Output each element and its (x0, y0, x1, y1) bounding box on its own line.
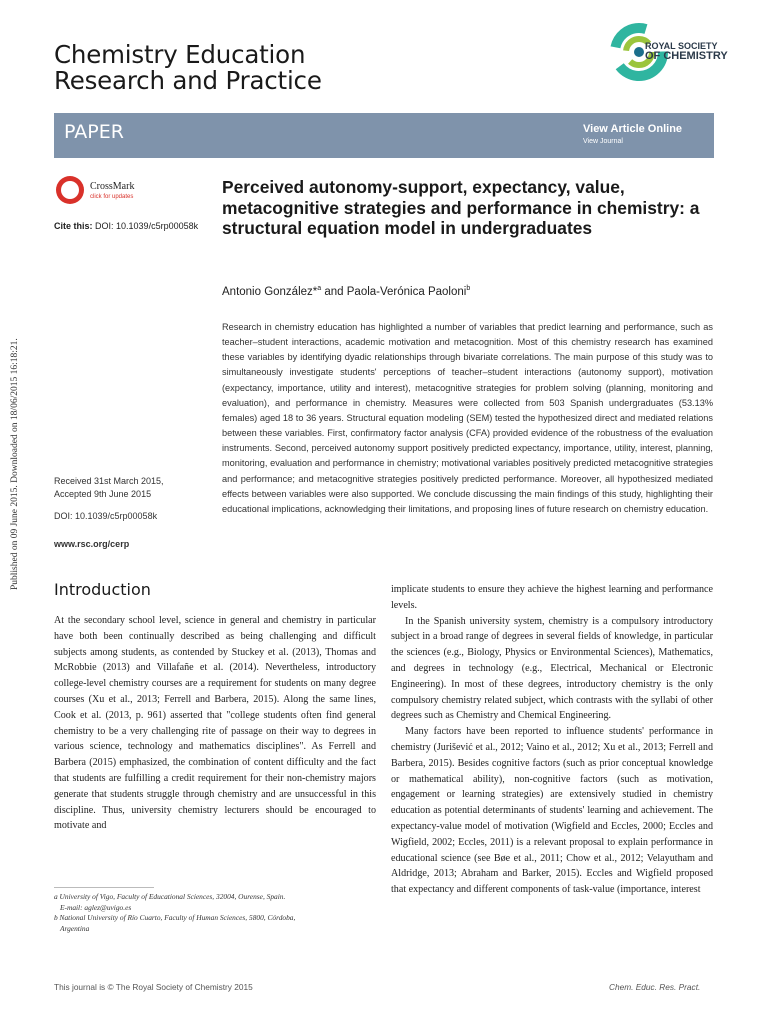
footnote-a: a University of Vigo, Faculty of Educational Sciences, 32004, Ourense, Spain. (54, 892, 286, 901)
footnote-divider (54, 887, 154, 888)
publication-note (10, 330, 22, 590)
view-article-online-link[interactable]: View Article Online (583, 123, 683, 135)
accepted-date: Accepted 9th June 2015 (54, 489, 152, 499)
introduction-heading: Introduction (54, 580, 151, 599)
journal-url-link[interactable]: www.rsc.org/cerp (54, 539, 130, 549)
crossmark-label[interactable]: CrossMark (90, 181, 135, 192)
abstract: Research in chemistry education has highlighted a number of variables that predict learning and performance, such as teacher–student interactions, academic motivation and metacognition. Most of this chemistry research has examined these variables by identifying dyadic relationships through bivariate correlations. The main purpose of this study was to simultaneously investigate students' perceptions of teacher–student interactions (autonomy support), motivation (expectancy, importance, utility and interest), metacognitive strategies for problem solving (planning, monitoring and evaluation), and performance in chemistry. Measures were collected from 503 Spanish undergraduates (53.13% females) aged 18 to 36 years. Structural equation modeling (SEM) tested the hypothesized direct and mediated relations between these variables. First, confirmatory factor analysis (CFA) provided evidence of the robustness of the evaluation instruments. Second, perceived autonomy support positively predicted expectancy, importance, utility, interest, planning, monitoring, evaluation and performance in chemistry; motivational variables positively predicted metacognitive strategies and performance; and metacognitive strategies positively predicted performance. Moreover, all hypothesized mediated effects between variables were also supported. We conclude discussing the main findings of this study, highlighting their educational implications, acknowledging their limitations, and proposing lines of future research on chemistry education. (222, 322, 713, 514)
publisher-name (645, 42, 728, 61)
body-column-left (54, 613, 376, 834)
crossmark-sub[interactable]: click for updates (90, 194, 134, 200)
author-1-affil: a (317, 285, 322, 292)
authors (222, 285, 470, 298)
body-paragraph: In the Spanish university system, chemistry is a compulsory introductory subject in a broad range of degrees in several fields of knowledge, in particular the sciences (e.g., Biology, Physics or Environmental Sciences), Mathematics, and degrees in technology (e.g., Electrical, Mechanical or Electronic Engineering). In most of these degrees, introductory chemistry is the only compulsory chemistry related subject, which contrasts with the syllabi of other degrees such as Chemistry and Chemical Engineering. (391, 615, 713, 722)
view-journal-link[interactable]: View Journal (583, 138, 623, 145)
body-paragraph: implicate students to ensure they achieve the highest learning and performance levels. (391, 584, 713, 611)
cite-this (54, 221, 198, 231)
author-and: and (321, 285, 347, 298)
journal-title-line1: Chemistry Education (54, 40, 306, 69)
article-title: Perceived autonomy-support, expectancy, value, metacognitive strategies and performance in chemistry: a structural equation model in undergraduates (222, 177, 700, 238)
publisher-line1: ROYAL SOCIETY (645, 41, 718, 51)
journal-title (54, 42, 322, 94)
article-type-label: PAPER (64, 121, 124, 143)
footer-copyright: This journal is © The Royal Society of Chemistry 2015 (54, 982, 253, 992)
body-paragraph: At the secondary school level, science in general and chemistry in particular have both been continually described as being challenging and difficult subjects among students, as contended by Stuckey et al. (2013), Thomas and McRobbie (2013) and Villafañe et al. (2014). Nevertheless, introductory college-level chemistry courses are a requirement for students on many degree courses (Xu et al., 2013; Ferrell and Barbera, 2015). Along the same lines, Cook et al. (2013, p. 961) asserted that "college students often find general chemistry to be a very challenging rite of passage on their way to degrees in various science, technology and mathematics disciplines". As Ferrell and Barbera (2015) emphasized, the combination of content difficulty and the fact that students are fulfilling a credit requirement for their non-chemistry majors generate that students struggle through chemistry and are unsuccessful in this discipline. Thus, university chemistry lecturers should be encouraged to motivate and (54, 615, 376, 832)
publication-note-text: Published on 09 June 2015. Downloaded on 18/06/2015 16:18:21. (10, 338, 20, 590)
body-column-right (391, 582, 713, 898)
article-type-banner (54, 113, 714, 158)
author-1[interactable]: Antonio González* (222, 285, 318, 298)
footnote-a-email[interactable]: E-mail: aglez@uvigo.es (60, 902, 132, 912)
journal-title-line2: Research and Practice (54, 66, 322, 95)
footnote-b-country: Argentina (60, 923, 90, 933)
affiliation-footnotes (54, 892, 376, 934)
cite-doi[interactable]: DOI: 10.1039/c5rp00058k (95, 221, 199, 231)
author-2-affil: b (466, 285, 471, 292)
side-doi[interactable]: DOI: 10.1039/c5rp00058k (54, 511, 158, 521)
body-paragraph: Many factors have been reported to influence students' performance in chemistry (Jurišević et al., 2012; Vaino et al., 2012; Xu et al., 2013; Ferrell and Barbera, 2015). Besides cognitive factors (such as prior conceptual knowledge or mathematical ability), non-cognitive factors (such as motivation, engagement or learning strategies) are extensively studied in chemistry education as potential determinants of students' learning and achievement. The expectancy-value model of motivation (Wigfield and Eccles, 2000; Eccles and Wigfield, 2002; Eccles, 2011) is a relevant proposal to explain performance in educational science (see Bøe et al., 2011; Chow et al., 2012; Velayutham and Aldridge, 2013; Abraham and Barker, 2015). Eccles and Wigfield proposed that expectancy and different components of task-value (importance, interest (391, 726, 713, 896)
footer-journal-abbrev: Chem. Educ. Res. Pract. (609, 982, 701, 992)
publisher-line2: OF CHEMISTRY (645, 49, 728, 62)
footnote-b: b National University of Río Cuarto, Faculty of Human Sciences, 5800, Córdoba, (54, 913, 296, 923)
cite-label: Cite this: (54, 221, 93, 231)
author-2[interactable]: Paola-Verónica Paoloni (346, 285, 467, 298)
received-date: Received 31st March 2015, (54, 476, 164, 486)
crossmark-icon-inner (61, 181, 79, 199)
